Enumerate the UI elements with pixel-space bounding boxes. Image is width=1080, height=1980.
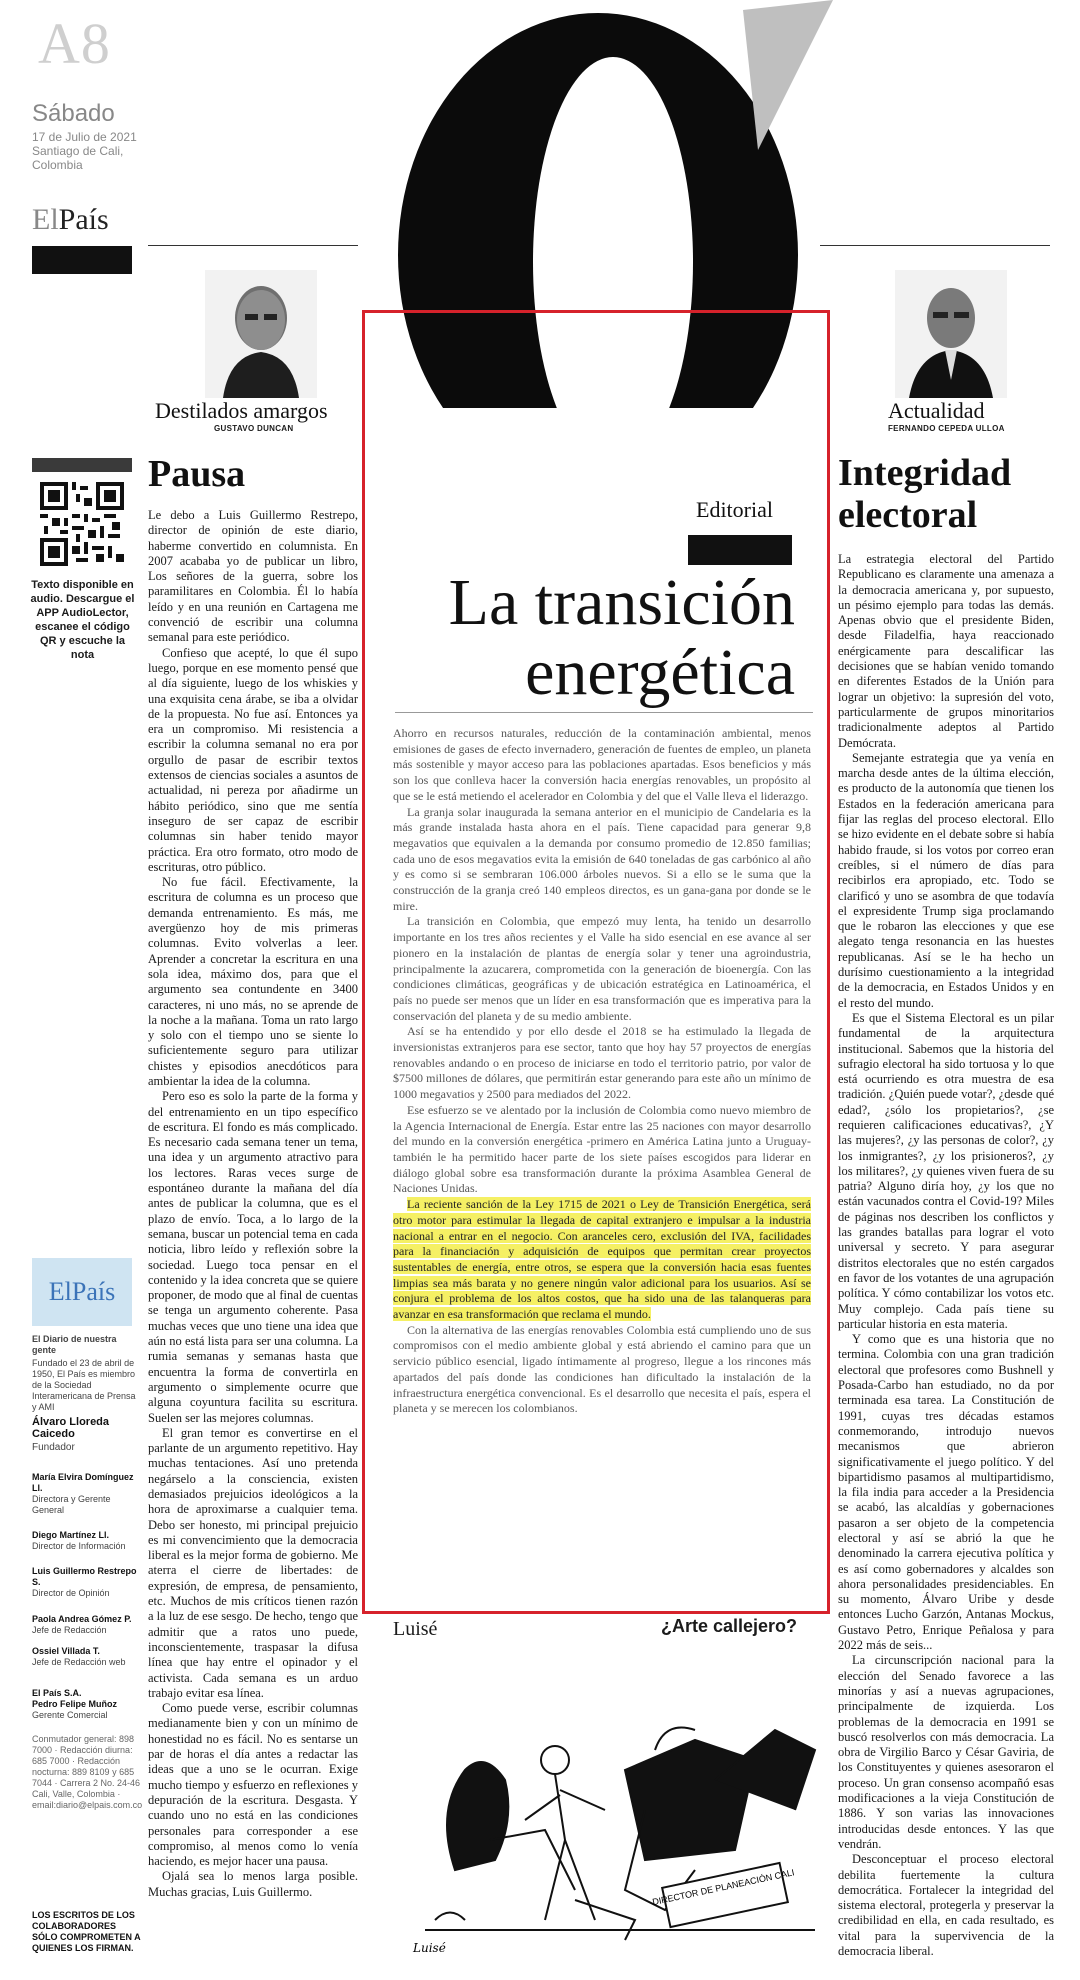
disclaimer: LOS ESCRITOS DE LOS COLABORADORES SÓLO COMPROMETEN A QUIENES LOS FIRMAN.	[32, 1910, 141, 1953]
cartoon-sign-text: DIRECTOR DE PLANEACIÓN CALI	[651, 1867, 796, 1908]
cartoonist-name: Luisé	[393, 1618, 438, 1640]
page-number: A8	[38, 11, 111, 76]
highlighted-paragraph: La reciente sanción de la Ley 1715 de 2021 o Ley de Transición Energética, será otro motor para estimular la llegada de capital extranjero e impulsar a la industria nacional a entrar en el negocio. Con aranceles cero, exclusión del IVA, facilidades para la financiación y adquisición de equipos que permitan crear proyectos sustentables de energía, entre otros, se espera que la conversión hacia esas fuentes limpias sea más barata y no genere ningún valor adicional para los usuarios. Así se conjura el problema de los altos costos, que ha sido una de las talanqueras para avanzar en esa transformación que reclama el mundo.	[393, 1197, 811, 1322]
edition-day: Sábado	[32, 100, 115, 127]
column-section-left: Destilados amargos	[155, 398, 328, 423]
staff-role: Jefe de Redacción	[32, 1625, 107, 1635]
article-title-left: Pausa	[148, 453, 246, 495]
paragraph: Le debo a Luis Guillermo Restrepo, director de opinión de este diario, haberme convertido en columnista. En 2007 acababa yo de publicar un libro, Los señores de la guerra, sobre los paramilitares en Colombia. Él lo había leído y en una reunión en Cartagena me convenció de escribir una columna semanal para este periódico.	[148, 508, 358, 645]
logo-el: El	[32, 203, 59, 236]
columnist-photo-right	[895, 270, 1007, 398]
company-name: El País S.A.	[32, 1688, 82, 1698]
staff-role: Directora y Gerente General	[32, 1494, 111, 1515]
editorial-title-line2: energética	[525, 636, 795, 709]
founder-role: Fundador	[32, 1442, 75, 1453]
paragraph: La granja solar inaugurada la semana anterior en el municipio de Candelaria es la más grande instalada hasta ahora en el país. Tiene capacidad para generar 9,8 megavatios que equivalen a la demanda por consumo promedio de 12.850 familias; cada uno de esos megavatios evita la emisión de 640 toneladas de gas carbónico al año y es como si se sembraran 106.000 árboles nuevos. Si a ello se le suma que la construcción de la granja creó 140 empleos directos, es un gana-gana por donde se le mire.	[393, 804, 811, 913]
staff-name: Luis Guillermo Restrepo S.	[32, 1566, 137, 1587]
qr-code[interactable]	[40, 482, 124, 566]
article-title-right: Integridad electoral	[838, 452, 1012, 536]
staff-entry	[32, 1646, 142, 1668]
cartoon-signature: Luisé	[413, 1941, 446, 1955]
editorial-rule	[395, 712, 813, 713]
paragraph: El gran temor es convertirse en el parlante de un argumento repetitivo. Hay muchas tentaciones. Así uno pretenda negárselo a la consciencia, existen demasiados prejuicios ideológicos a la hora de aproximarse a cualquier tema. Debo ser honesto, mi principal prejuicio es mi convencimiento que la democracia liberal es la mejor forma de gobierno. Me aterra el cierre de libertades: de expresión, de empresa, de pensamiento, etc. Muchos de mis críticos tienen razón a la luz de ese sesgo. De hecho, tengo que admitir que a ratos uno puede, inconscientemente, traspasar la difusa línea que hay entre el opinador y el activista. Cada semana es un arduo trabajo evitar esa línea.	[148, 1425, 358, 1700]
editorial-bar	[688, 535, 792, 565]
staff-role: Director de Información	[32, 1541, 126, 1551]
manager-role: Gerente Comercial	[32, 1710, 108, 1720]
staff-role: Jefe de Redacción web	[32, 1657, 126, 1667]
paragraph: Como puede verse, escribir columnas medianamente bien y con un mínimo de honestidad no es fácil. No es sentarse un par de horas el día antes a redactar las ideas que a uno se le ocurran. Exige mucho tiempo y esfuerzo en reflexiones y depuración de la escritura. Desgasta. Y cuando uno no está en las condiciones personales para corresponder a ese compromiso, al menos como lo venía haciendo, es mejor hacer una pausa.	[148, 1701, 358, 1869]
paragraph: Ojalá sea lo menos larga posible. Muchas gracias, Luis Guillermo.	[148, 1869, 358, 1899]
qr-bar	[32, 458, 132, 472]
staff-name: Paola Andrea Gómez P.	[32, 1614, 132, 1624]
paragraph: Con la alternativa de las energías renovables Colombia está cumpliendo uno de sus compromisos con el medio ambiente global y está abriendo el camino para que un servicio público esencial, ligado íntimamente al progreso, llegue a los rincones más apartados del país donde las condiciones han dificultado la instalación de la infraestructura energética convencional. Es el desarrollo que necesita el país, espera el planeta y se merecen los colombianos.	[393, 1322, 811, 1416]
column-section-right: Actualidad	[888, 398, 985, 423]
edition-date	[32, 130, 142, 172]
masthead-logo: ElPaís	[48, 1277, 116, 1306]
paragraph: La transición en Colombia, que empezó muy lenta, ha tenido un desarrollo importante en los tres años recientes y el Valle ha sido esencial en ese avance al ser pionero en la instalación de plantas de energía solar y tener una agroindustria, principalmente la azucarera, comprometida con la generación de bioenergía. Con las condiciones climáticas, geográficas y de ubicación estratégica en Latinoamérica, el país no puede ser menos que un líder en esa transformación que es imperativa para la conservación del planeta y de su medio ambiente.	[393, 914, 811, 1023]
paragraph: Confieso que acepté, lo que él supo luego, porque en ese momento pensé que al día siguiente, luego de los whiskies y una exquisita cena árabe, se iba a olvidar de la propuesta. No fue así. Entonces ya era un compromiso. Mi resistencia a escribir la columna semanal no era por orgullo de pasar de escribir textos extensos de ciencias sociales a asuntos de actualidad, ni pereza por añadirme un hábito periódico, sino que me sentía inseguro de ser capaz de escribir columnas sin haber tenido mayor práctica. Era otro formato, otro modo de escrituras, otro público.	[148, 645, 358, 874]
paragraph: Es que el Sistema Electoral es un pilar fundamental de la arquitectura institucional. Sabemos que la historia del sufragio electoral ha sido tortuosa y lo que está ocurriendo es otra muestra de esa tradición. ¿Quién puede votar?, ¿desde qué edad?, ¿sólo los propietarios?, ¿se requieren calificaciones educativas?, ¿Y las mujeres?, ¿y las personas de color?, ¿y los inmigrantes?, ¿y los prisioneros?, ¿y los militares?, ¿y quienes viven fuera de su patria? Alguno diría hoy, ¿y los que no están vacunados contra el Covid-19? Miles de páginas nos describen los conflictos y las grandes batallas para lograr el voto universal y secreto. Y para asegurar distritos electorales que no estén cargados en favor de los votantes de una agrupación política. Y cómo contabilizar los votos etc. Muy complejo. Cada país tiene su particular historia en esta materia.	[838, 1010, 1054, 1331]
edition-date-text: 17 de Julio de 2021	[32, 130, 137, 144]
paragraph: Desconceptuar el proceso electoral debilita fuertemente la cultura democrática. Fortalecer la integridad del sistema electoral, protegerla y preservar la credibilidad en ella, en cada resultado, es vital para la supervivencia de la democracia liberal.	[838, 1852, 1054, 1959]
paragraph: Ahorro en recursos naturales, reducción de la contaminación ambiental, menos emisiones de gases de efecto invernadero, generación de fuentes de empleo, un planeta más sostenible y mayor acceso para las poblaciones apartadas. Esos beneficios y más son los que conlleva hacer la conversión hacia energías renovables, un propósito al que se le está metiendo el acelerador en Colombia y del que el Valle lleva el liderazgo.	[393, 726, 811, 803]
paragraph: Pero eso es solo la parte de la forma y del entrenamiento en un tipo específico de escritura. El fondo es más complicado. Es necesario cada semana tener un tema, una idea y un argumento atractivo para los lectores. Raras veces surge de espontáneo durante la mañana del día antes de publicar la columna, que es el plazo de envío. Toca, a lo largo de la semana, buscar un potencial tema en cada noticia, libro leído y reflexión sobre la sociedad. Luego toca pensar en el contenido y la idea concreta que se quiere proponer, de modo que al final de cuentas se tenga un argumento coherente. Pasa muchas veces que uno tiene una idea que aún no está lista para ser una columna. La rumia semanas y semanas hasta que encuentra la forma de convertirla en argumento o simplemente ocurre que alguna coyuntura facilita su escritura. Suelen ser las mejores columnas.	[148, 1089, 358, 1425]
article-body-left	[148, 508, 358, 1968]
staff-name: Diego Martínez Ll.	[32, 1530, 110, 1540]
staff-entry	[32, 1472, 142, 1516]
edition-location: Santiago de Cali, Colombia	[32, 144, 124, 172]
top-rule-right	[820, 245, 1050, 246]
masthead-founded: Fundado el 23 de abril de 1950, El País es miembro de la Sociedad Interamericana de Prensa y AMI	[32, 1358, 136, 1412]
cartoon-title: ¿Arte callejero?	[661, 1616, 798, 1636]
paragraph: La estrategia electoral del Partido Republicano es claramente una amenaza a la democracia americana y, por supuesto, un pésimo ejemplo para todas las demás. Apenas obvio que el presidente Biden, desde Filadelfia, haya reaccionado enérgicamente para descalificar las decisiones que se habían venido tomando en diferentes Estados de la Unión para lograr un objetivo: la supresión del voto, particularmente de grupos minoritarios tradicionalmente adeptos al Partido Demócrata.	[838, 552, 1054, 750]
masthead-tagline: El Diario de nuestra gente	[32, 1334, 117, 1355]
staff-entry	[32, 1566, 142, 1599]
section-bar	[32, 246, 132, 274]
staff-entry	[32, 1614, 142, 1636]
editorial-body	[393, 726, 811, 1417]
masthead-logo-box	[32, 1258, 132, 1326]
logo-pais: País	[58, 203, 109, 236]
contact-info: Conmutador general: 898 7000 · Redacción diurna: 685 7000 · Redacción nocturna: 889 8109 y 685 7044 · Carrera 2 No. 24-46 Cali, Valle, Colombia · email:diario@elpais.com.co	[32, 1734, 143, 1810]
paragraph: No fue fácil. Efectivamente, la escritura de columna es un proceso que demanda entrenamiento. Es más, me avergüenzo hoy de mis primeras columnas. Evito volverlas a leer. Aprender a concretar la escritura en una sola idea, máximo dos, para que el argumento sea contundente en 3400 caracteres, ni uno más, no se aprende de la noche a la mañana. Toma un rato largo y solo con el tiempo uno se siente lo suficientemente seguro para utilizar chistes y episodios anecdóticos para ambientar la idea de la columna.	[148, 875, 358, 1088]
staff-name: María Elvira Domínguez Ll.	[32, 1472, 134, 1493]
paragraph: La circunscripción nacional para la elección del Senado favorece a las minorías y así a nuevas agrupaciones, principalmente de izquierda. Los problemas de la democracia en 1991 se buscó resolverlos con más democracia. La obra de Virgilio Barco y César Gaviria, de los Constituyentes y quienes asesoraron el proceso. Un gran consenso acompañó esas modificaciones a la vieja Constitución de 1886. Y son varias las innovaciones introducidas desde entonces. Y las que vendrán.	[838, 1653, 1054, 1851]
paragraph: Ese esfuerzo se ve alentado por la inclusión de Colombia como nuevo miembro de la Agencia Internacional de Energía. Estar entre las 25 naciones con mayor desarrollo del mundo en la conversión energética -primero en América Latina junto a Uruguay- también le ha permitido hacer parte de los siete países escogidos para liderar en diálogo global sobre esa transformación durante la próxima Asamblea General de Naciones Unidas.	[393, 1102, 811, 1196]
editorial-label: Editorial	[696, 497, 773, 522]
newspaper-logo	[32, 203, 109, 237]
staff-role: Director de Opinión	[32, 1588, 110, 1598]
column-author-right: FERNANDO CEPEDA ULLOA	[888, 424, 1005, 433]
founder-name: Álvaro Lloreda Caicedo	[32, 1416, 110, 1440]
top-rule-left	[148, 245, 358, 246]
qr-caption: Texto disponible en audio. Descargue el APP AudioLector, escanee el código QR y escuche la nota	[30, 579, 135, 661]
manager-name: Pedro Felipe Muñoz	[32, 1699, 118, 1709]
staff-entry	[32, 1530, 142, 1552]
columnist-photo-left	[205, 270, 317, 398]
company-info	[32, 1688, 142, 1721]
staff-name: Ossiel Villada T.	[32, 1646, 100, 1656]
article-body-right	[838, 552, 1054, 1972]
paragraph: Semejante estrategia que ya venía en marcha desde antes de la última elección, es producto de la autonomía que tienen los Estados en la federación americana para fijar las reglas del proceso electoral. Ello se hizo evidente en el debate sobre si había habido fraude, si los votos por correo eran creíbles, si el número de días para recibirlos era apropiado, etc. Todo se clarificó y uno se asombra de que todavía el expresidente Trump siga proclamando que le robaron las elecciones y que ese alegato tenga resonancia en las huestes republicanas. Así se le ha hecho un durísimo cuestionamiento a la integridad de la democracia, en Estados Unidos y en el resto del mundo.	[838, 750, 1054, 1010]
paragraph: Y como que es una historia que no termina. Colombia con una gran tradición electoral que profesores como Bushnell y Posada-Carbo han estudiado, no da por terminada esa tarea. La Constitución de 1991, cuyas tres décadas estamos conmemorando, introdujo nuevos mecanismos que abrieron significativamente el juego político. Y del bipartidismo pasamos al multipartidismo, la fila india para acceder a la Presidencia se acabó, las alcaldías y gobernaciones pasaron a ser objeto de la competencia electoral y así se abrió la que he denominado la carrera ejecutiva política y es así como gobernadores y alcaldes son ahora personalidades presidenciables. En su momento, Álvaro Uribe y desde entonces Lucho Garzón, Antanas Mockus, Gustavo Petro, Enrique Peñalosa y para 2022 más de seis...	[838, 1332, 1054, 1653]
cartoon-illustration	[395, 1690, 825, 1960]
editorial-title-line1: La transición	[448, 566, 795, 639]
column-author-left: GUSTAVO DUNCAN	[214, 424, 294, 433]
paragraph: Así se ha entendido y por ello desde el 2018 se ha estimulado la llegada de inversionistas extranjeros para ese sector, tanto que hoy hay 57 proyectos de energías renovables andando o en proceso de iniciarse en todo el territorio patrio, por valor de $7500 millones de dólares, que permitirán estar generando para este año un mínimo de 1000 megavatios y 2500 para mediados del 2022.	[393, 1024, 811, 1102]
